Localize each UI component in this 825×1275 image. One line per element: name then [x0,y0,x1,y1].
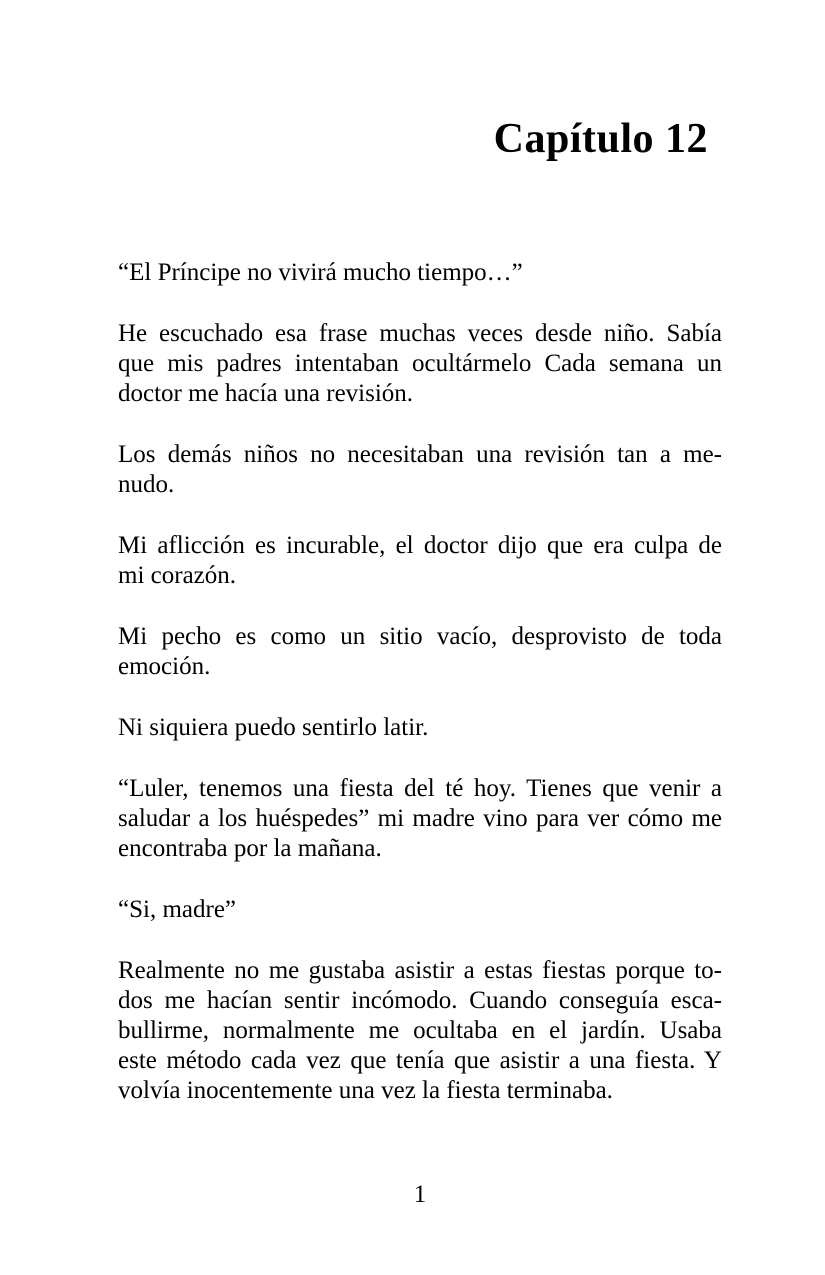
paragraph-line: este método cada vez que tenía que asistir a una fiesta. Y [118,1047,722,1074]
paragraph [118,713,722,743]
paragraph-line: dos me hacían sentir incómodo. Cuando conseguía esca- [118,987,722,1014]
paragraph-line: mi corazón. [118,562,237,589]
paragraph-line: que mis padres intentaban ocultármelo Cada semana un [118,350,722,377]
paragraph-line: doctor me hacía una revisión. [118,380,414,407]
paragraph-line: nudo. [118,471,175,498]
paragraph [118,319,722,409]
paragraph [118,774,722,864]
paragraph-line: Ni siquiera puedo sentirlo latir. [118,714,429,741]
paragraph [118,258,722,288]
paragraph-line: emoción. [118,653,211,680]
paragraph [118,440,722,500]
paragraph-line: bullirme, normalmente me ocultaba en el jardín. Usaba [118,1017,722,1044]
paragraph-line: Mi pecho es como un sitio vacío, desprovisto de toda [118,623,722,650]
paragraph [118,895,722,925]
page-number: 1 [413,1181,427,1208]
chapter-title: Capítulo 12 [493,116,708,162]
paragraph [118,531,722,591]
paragraph-line: Realmente no me gustaba asistir a estas fiestas porque to- [118,957,722,984]
paragraph-line: Los demás niños no necesitaban una revisión tan a me- [118,441,722,468]
paragraph-line: Mi aflicción es incurable, el doctor dijo que era culpa de [118,532,722,559]
paragraph-line: encontraba por la mañana. [118,835,382,862]
paragraph-line: He escuchado esa frase muchas veces desde niño. Sabía [118,320,722,347]
paragraph-line: “Si, madre” [118,896,237,923]
paragraph [118,622,722,682]
text-block [118,258,722,1106]
paragraph-line: “Luler, tenemos una fiesta del té hoy. Tienes que venir a [118,775,722,802]
page-footer [118,1180,722,1210]
paragraph-line: “El Príncipe no vivirá mucho tiempo…” [118,259,523,286]
paragraph-line: volvía inocentemente una vez la fiesta terminaba. [118,1077,613,1104]
paragraph-line: saludar a los huéspedes” mi madre vino para ver cómo me [118,805,722,832]
paragraph [118,956,722,1106]
